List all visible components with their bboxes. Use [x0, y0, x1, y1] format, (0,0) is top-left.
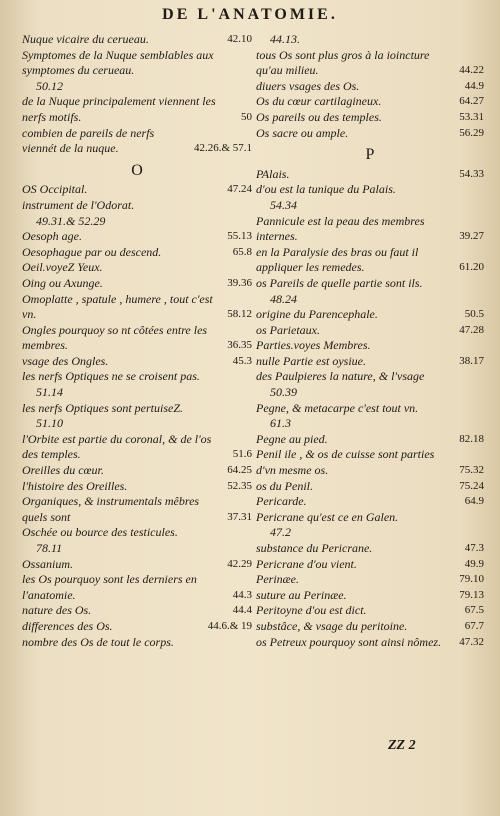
page-reference: 42.29	[227, 557, 252, 570]
entry-text: Pannicule est la peau des membres internes.	[256, 213, 425, 244]
index-entry	[256, 307, 484, 323]
index-entry	[256, 214, 484, 245]
entry-text: Organiques, & instrumentals mêbres quels sont	[22, 494, 200, 524]
section-letter: O	[131, 161, 143, 179]
index-entry	[22, 48, 252, 79]
page-reference: 42.10	[227, 33, 252, 45]
entry-text: 54.34	[270, 197, 297, 212]
index-entry	[22, 572, 252, 603]
entry-text: Peritoyne d'ou est dict.	[256, 603, 367, 618]
entry-text: 50.12	[36, 78, 63, 93]
index-entry	[22, 214, 252, 230]
index-entry	[256, 541, 484, 557]
index-entry	[22, 635, 252, 651]
index-entry	[256, 292, 484, 308]
index-entry	[256, 416, 484, 432]
entry-text: de la Nuque principalement viennent les nerfs motifs.	[22, 94, 216, 124]
index-entry	[256, 276, 484, 292]
entry-text: substance du Pericrane.	[256, 541, 373, 555]
page-reference: 53.31	[459, 110, 484, 123]
entry-text: 51.10	[36, 416, 63, 431]
index-entry	[256, 619, 484, 635]
entry-text: l'histoire des Oreilles.	[22, 478, 128, 493]
page-reference: 55.13	[227, 230, 252, 243]
entry-text: combien de pareils de nerfs viennét de la nuque.	[22, 125, 155, 156]
entry-text: 44.13.	[270, 32, 300, 46]
index-entry	[22, 229, 252, 245]
index-entry	[256, 338, 484, 354]
index-entry	[22, 276, 252, 292]
entry-text: vsage des Ongles.	[22, 353, 109, 368]
index-entry	[22, 479, 252, 495]
entry-text: Ongles pourquoy so nt côtées entre les membres.	[22, 322, 208, 353]
entry-text: os du Penil.	[256, 478, 313, 493]
page-reference: 54.33	[459, 167, 484, 180]
index-entry	[22, 385, 252, 401]
index-entry	[256, 354, 484, 370]
entry-text: Oing ou Axunge.	[22, 275, 103, 290]
page-reference: 47.24	[227, 183, 252, 196]
entry-text: nature des Os.	[22, 603, 92, 618]
page-reference: 39.27	[459, 230, 484, 243]
page-reference: 44.4	[232, 604, 252, 617]
index-entry	[256, 323, 484, 339]
entry-text: l'Orbite est partie du coronal, & de l'os des temples.	[22, 431, 212, 462]
entry-text: origine du Parencephale.	[256, 307, 378, 322]
page-reference: 49.9	[464, 557, 484, 570]
page-reference: 47.32	[459, 635, 484, 648]
page-reference: 36.35	[227, 339, 252, 352]
index-entry	[22, 401, 252, 417]
index-entry	[256, 245, 484, 276]
index-entry	[22, 126, 252, 157]
running-header: DE L'ANATOMIE.	[162, 6, 338, 23]
entry-text: Oeil.voyeZ Yeux.	[22, 260, 103, 275]
index-entry	[22, 245, 252, 261]
index-entry	[22, 354, 252, 370]
entry-text: Os sacre ou ample.	[256, 125, 349, 140]
entry-text: des Paulpieres la nature, & l'vsage	[256, 369, 425, 384]
page-reference: 75.32	[459, 464, 484, 477]
index-column-left	[22, 32, 252, 650]
index-entry	[22, 416, 252, 432]
page-reference: 45.3	[232, 354, 252, 367]
page-reference: 42.26.& 57.1	[193, 142, 252, 155]
entry-text: tous Os sont plus gros à la ioincture qu'au milieu.	[256, 47, 430, 78]
entry-text: nulle Partie est oysiue.	[256, 353, 366, 368]
index-entry	[22, 182, 252, 198]
index-entry	[256, 635, 484, 651]
entry-text: en la Paralysie des bras ou faut il appliquer les remedes.	[256, 244, 419, 275]
index-entry	[256, 94, 484, 110]
index-entry	[256, 48, 484, 79]
section-letter: P	[365, 146, 375, 164]
page-reference: 52.35	[227, 479, 252, 492]
index-entry	[256, 447, 484, 478]
index-entry	[256, 198, 484, 214]
entry-text: Pericrane qu'est ce en Galen.	[256, 509, 399, 524]
page-reference: 75.24	[459, 479, 484, 492]
page-reference: 82.18	[459, 432, 484, 445]
index-entry	[22, 260, 252, 276]
index-column-right	[256, 32, 484, 650]
page-reference: 44.9	[464, 79, 484, 92]
index-entry	[256, 126, 484, 142]
entry-text: les Os pourquoy sont les derniers en l'anatomie.	[22, 572, 197, 602]
index-entry	[22, 94, 252, 125]
page-reference: 47.28	[459, 323, 484, 336]
page-reference: 65.8	[232, 245, 252, 258]
index-entry	[22, 619, 252, 635]
entry-text: Symptomes de la Nuque semblables aux symptomes du cerueau.	[22, 47, 214, 78]
entry-text: Omoplatte , spatule , humere , tout c'est vn.	[22, 291, 213, 322]
page-reference: 47.3	[464, 542, 484, 554]
page-reference: 64.25	[227, 464, 252, 477]
page-reference: 51.6	[232, 448, 252, 461]
index-entry	[256, 401, 484, 417]
entry-text: os Parietaux.	[256, 322, 320, 337]
page-reference: 37.31	[227, 510, 252, 523]
page-reference: 50.5	[464, 308, 484, 321]
entry-text: 47.2	[270, 525, 291, 540]
page-reference: 61.20	[459, 261, 484, 274]
index-entry	[256, 557, 484, 573]
entry-text: nombre des Os de tout le corps.	[22, 634, 174, 649]
entry-text: 51.14	[36, 385, 63, 400]
entry-text: Os pareils ou des temples.	[256, 109, 382, 124]
index-entry	[22, 494, 252, 525]
page-reference: 44.6.& 19	[207, 619, 252, 632]
index-entry	[256, 32, 484, 48]
index-entry	[22, 463, 252, 479]
entry-text: 61.3	[270, 416, 291, 431]
page-reference: 64.9	[464, 495, 484, 508]
entry-text: os Petreux pourquoy sont ainsi nômez.	[256, 634, 442, 649]
entry-text: Oesoph age.	[22, 229, 82, 244]
index-entry	[256, 369, 484, 385]
entry-text: os Pareils de quelle partie sont ils.	[256, 275, 423, 290]
index-entry	[256, 510, 484, 526]
entry-text: Penil ile , & os de cuisse sont parties d'vn mesme os.	[256, 447, 435, 478]
entry-text: PAlais.	[256, 166, 290, 181]
entry-text: Pegne, & metacarpe c'est tout vn.	[256, 400, 419, 415]
page-reference: 58.12	[227, 308, 252, 321]
entry-text: Perinæe.	[256, 572, 299, 587]
index-entry	[256, 588, 484, 604]
index-entry	[256, 167, 484, 183]
entry-text: les nerfs Optiques sont pertuiseZ.	[22, 400, 183, 415]
entry-text: Nuque vicaire du cerueau.	[22, 32, 149, 46]
entry-text: instrument de l'Odorat.	[22, 197, 135, 212]
page-reference: 39.36	[227, 276, 252, 289]
index-entry	[256, 79, 484, 95]
page-reference: 38.17	[459, 354, 484, 367]
entry-text: differences des Os.	[22, 618, 113, 633]
index-entry	[256, 182, 484, 198]
entry-text: 78.11	[36, 541, 63, 555]
index-entry	[256, 494, 484, 510]
entry-text: Ossanium.	[22, 556, 74, 571]
entry-text: suture au Perinæe.	[256, 587, 347, 602]
page-reference: 79.13	[459, 588, 484, 601]
index-entry	[22, 432, 252, 463]
page-reference: 50	[241, 110, 252, 123]
entry-text: Parties.voyes Membres.	[256, 338, 371, 353]
index-entry	[22, 292, 252, 323]
entry-text: Pegne au pied.	[256, 431, 328, 446]
entry-text: Oreilles du cœur.	[22, 463, 104, 478]
index-entry	[22, 369, 252, 385]
entry-text: 49.31.& 52.29	[36, 213, 106, 228]
index-entry	[256, 525, 484, 541]
page-reference: 56.29	[459, 126, 484, 139]
index-entry	[256, 385, 484, 401]
entry-text: Pericrane d'ou vient.	[256, 556, 357, 571]
page-reference: 64.27	[459, 95, 484, 108]
entry-text: OS Occipital.	[22, 182, 88, 197]
entry-text: Oesophague par ou descend.	[22, 244, 162, 259]
index-entry	[22, 541, 252, 557]
index-entry	[22, 323, 252, 354]
index-entry	[22, 79, 252, 95]
entry-text: Os du cœur cartilagineux.	[256, 94, 382, 109]
index-entry	[22, 603, 252, 619]
index-entry	[22, 198, 252, 214]
entry-text: 50.39	[270, 385, 297, 400]
index-entry	[22, 32, 252, 48]
index-entry	[256, 110, 484, 126]
entry-text: diuers vsages des Os.	[256, 78, 360, 93]
entry-text: d'ou est la tunique du Palais.	[256, 182, 396, 197]
page-reference: 44.3	[232, 588, 252, 601]
entry-text: les nerfs Optiques ne se croisent pas.	[22, 369, 200, 384]
index-entry	[22, 557, 252, 573]
entry-text: Oschée ou bource des testicules.	[22, 525, 178, 540]
page-reference: 44.22	[459, 64, 484, 77]
index-entry	[256, 572, 484, 588]
index-entry	[256, 432, 484, 448]
page-reference: 67.7	[464, 619, 484, 632]
signature-mark: ZZ 2	[388, 738, 416, 753]
index-entry	[256, 603, 484, 619]
entry-text: Pericarde.	[256, 494, 307, 509]
page-reference: 67.5	[464, 604, 484, 617]
index-entry	[22, 525, 252, 541]
index-entry	[256, 479, 484, 495]
page-reference: 79.10	[459, 573, 484, 586]
entry-text: substâce, & vsage du peritoine.	[256, 618, 408, 633]
entry-text: 48.24	[270, 291, 297, 306]
